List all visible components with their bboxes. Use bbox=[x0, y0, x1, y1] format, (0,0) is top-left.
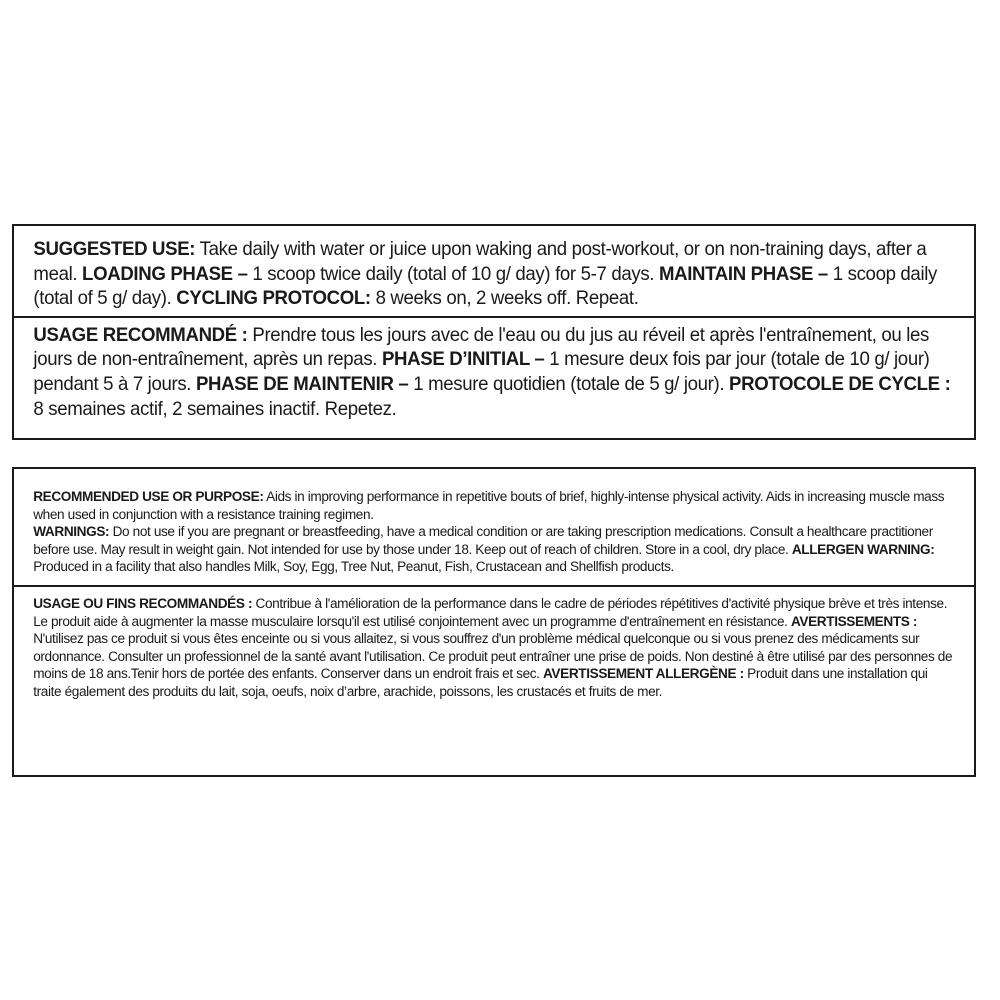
loading-phase-text: 1 scoop twice daily (total of 10 g/ day) for 5-7 days. bbox=[247, 263, 659, 285]
cycling-protocol-text: 8 weeks on, 2 weeks off. Repeat. bbox=[370, 288, 639, 310]
phase-initial-label: PHASE D’INITIAL – bbox=[381, 349, 545, 371]
suggested-use-panel bbox=[12, 224, 976, 440]
usage-fins-label: USAGE OU FINS RECOMMANDÉS : bbox=[33, 595, 253, 612]
warnings-panel bbox=[12, 467, 976, 777]
usage-recommande-label: USAGE RECOMMANDÉ : bbox=[33, 324, 248, 346]
suggested-use-french bbox=[14, 318, 973, 422]
allergen-warning-label: ALLERGEN WARNING: bbox=[791, 541, 935, 558]
usage-recommande-text: Prendre tous les jours avec de l'eau ou du jus au réveil et après l'entraînement, ou les jours de non-entraînement, après un repas. bbox=[33, 324, 929, 371]
recommended-use-label: RECOMMENDED USE OR PURPOSE: bbox=[33, 489, 264, 505]
warnings-english bbox=[14, 469, 972, 585]
suggested-use-english bbox=[14, 226, 973, 316]
warnings-french bbox=[14, 587, 972, 702]
avertissements-text: N'utilisez pas ce produit si vous êtes enceinte ou si vous allaitez, si vous souffrez d'un problème médical quelconque ou si vous prenez des médicaments sur ordonnance. Consulter un professionnel de la santé avant l'utilisation. Ce produit peut entraîner une prise de poids. Non destiné à être utilisé par des personnes de moins de 18 ans.Tenir hors de portée des enfants. Conserver dans un endroit frais et sec. bbox=[33, 631, 953, 683]
suggested-use-text: Take daily with water or juice upon waking and post-workout, or on non-training days, after a meal. bbox=[33, 239, 927, 285]
recommended-use-text: Aids in improving performance in repetitive bouts of brief, highly-intense physical activity. Aids in increasing muscle mass when used in conjunction with a resistance training regimen. bbox=[33, 489, 945, 523]
avertissements-label: AVERTISSEMENTS : bbox=[790, 613, 918, 630]
protocole-cycle-text: 8 semaines actif, 2 semaines inactif. Repetez. bbox=[33, 398, 397, 420]
usage-fins-text: Contribue à l'amélioration de la performance dans le cadre de périodes répétitives d'activité physique brève et très intense. Le produit aide à augmenter la masse musculaire lorsqu'il est utilisé conjointement avec un programme d'entraînement en résistance. bbox=[33, 595, 948, 630]
cycling-protocol-label: CYCLING PROTOCOL: bbox=[176, 288, 371, 310]
warnings-label: WARNINGS: bbox=[33, 524, 110, 541]
avertissement-allergene-label: AVERTISSEMENT ALLERGÈNE : bbox=[542, 666, 744, 683]
phase-maintenir-text: 1 mesure quotidien (totale de 5 g/ jour). bbox=[408, 373, 730, 395]
maintain-phase-text: 1 scoop daily (total of 5 g/ day). bbox=[33, 263, 938, 310]
protocole-cycle-label: PROTOCOLE DE CYCLE : bbox=[729, 373, 951, 395]
warnings-text: Do not use if you are pregnant or breastfeeding, have a medical condition or are taking prescription medications. Consult a healthcare practitioner before use. May result in weight gain. Not intended for use by those under 18. Keep out of reach of children. Store in a cool, dry place. bbox=[33, 524, 933, 558]
phase-initial-text: 1 mesure deux fois par jour (totale de 10 g/ jour) pendant 5 à 7 jours. bbox=[33, 349, 930, 395]
loading-phase-label: LOADING PHASE – bbox=[82, 263, 248, 285]
allergen-warning-text: Produced in a facility that also handles Milk, Soy, Egg, Tree Nut, Peanut, Fish, Crustacean and Shellfish products. bbox=[33, 559, 674, 576]
phase-maintenir-label: PHASE DE MAINTENIR – bbox=[195, 373, 409, 395]
avertissement-allergene-text: Produit dans une installation qui traite également des produits du lait, soja, oeufs, noix d’arbre, arachide, poissons, les crustacés et fruits de mer. bbox=[33, 666, 928, 700]
maintain-phase-label: MAINTAIN PHASE – bbox=[658, 263, 828, 285]
suggested-use-label: SUGGESTED USE: bbox=[33, 239, 196, 260]
